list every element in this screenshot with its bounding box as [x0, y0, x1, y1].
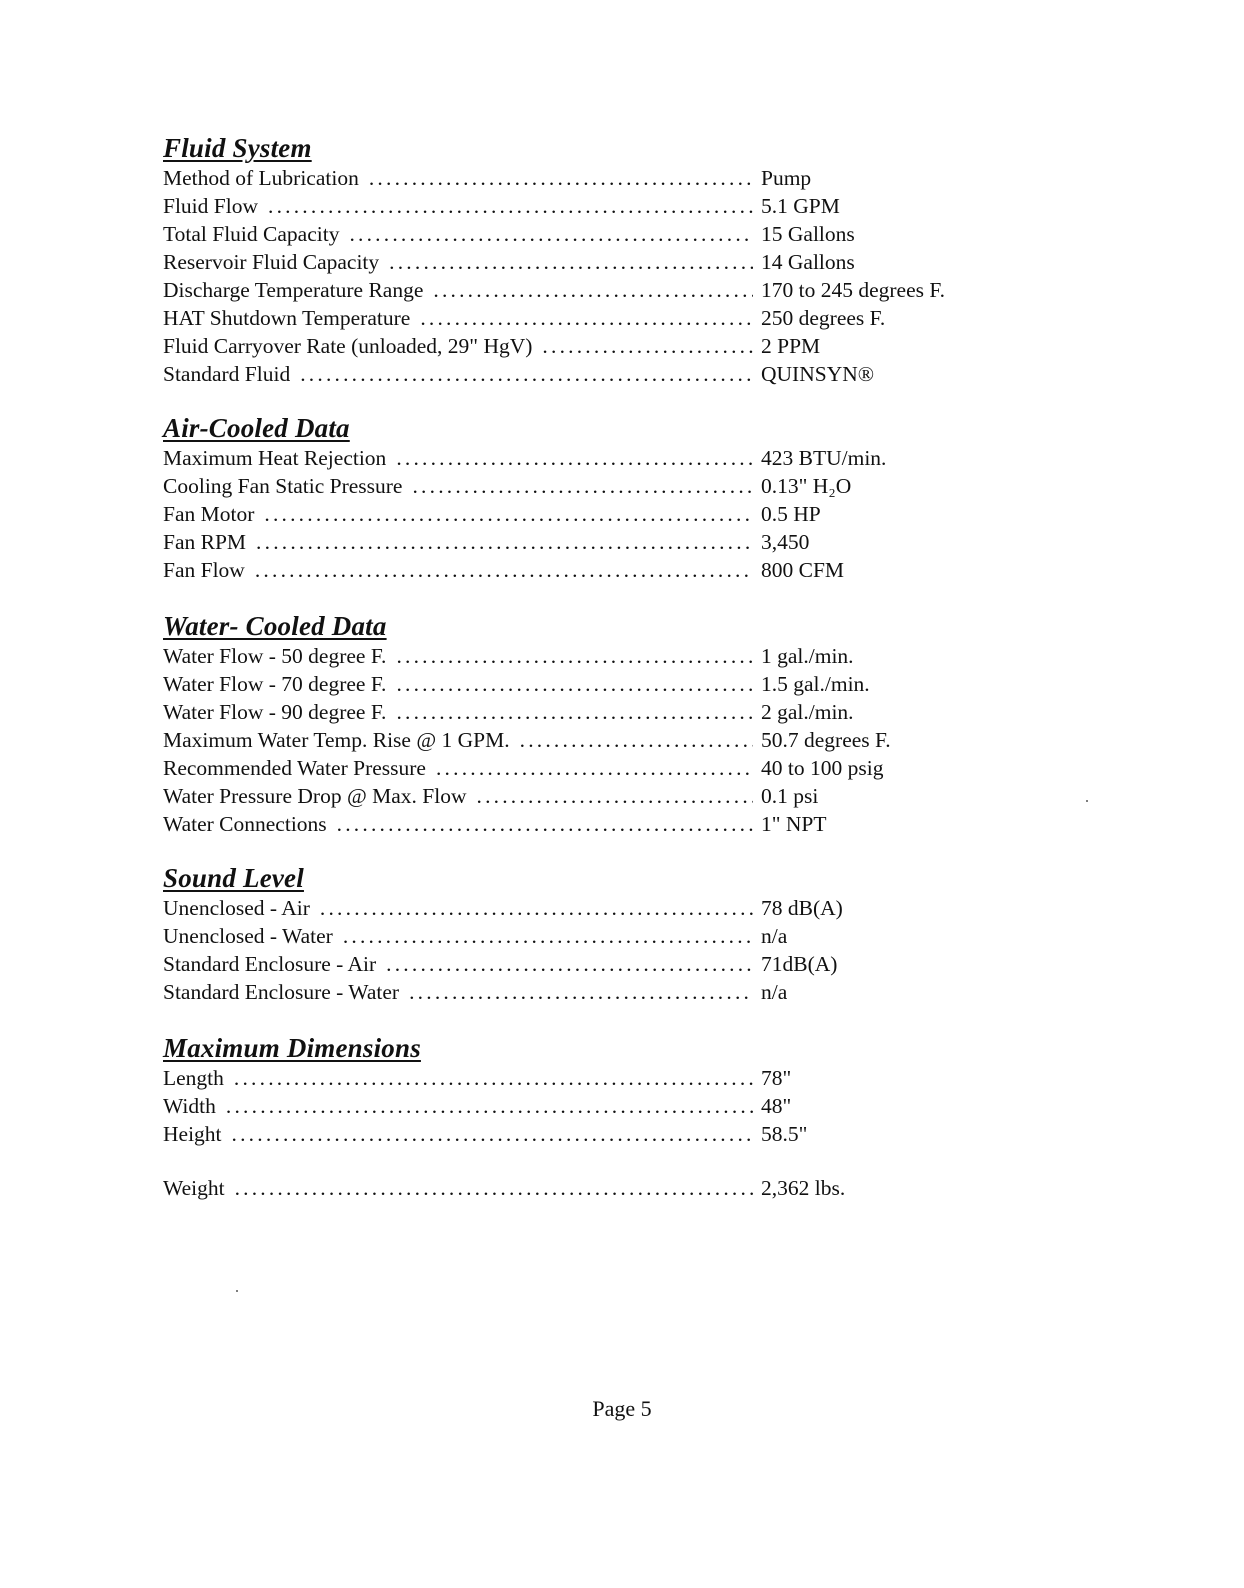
spec-row — [163, 472, 983, 500]
spec-label: Reservoir Fluid Capacity — [163, 250, 380, 274]
spec-row — [163, 528, 983, 556]
spec-label: Total Fluid Capacity — [163, 222, 340, 246]
spec-row — [163, 500, 983, 528]
section-water-cooled-data — [163, 611, 983, 838]
spec-label: Water Flow - 50 degree F. — [163, 644, 387, 668]
spec-label: Length — [163, 1066, 224, 1090]
spec-label: Standard Enclosure - Air — [163, 952, 377, 976]
spec-row — [163, 1064, 983, 1092]
spec-label: Maximum Heat Rejection — [163, 446, 387, 470]
spec-row — [163, 304, 983, 332]
section-title: Sound Level — [163, 863, 304, 893]
row-spacer — [163, 1148, 983, 1174]
spec-value: 78 dB(A) — [761, 896, 843, 920]
spec-value: 78" — [761, 1066, 792, 1090]
spec-label: Cooling Fan Static Pressure — [163, 474, 403, 498]
dot-leader — [349, 220, 753, 248]
dot-leader — [268, 192, 753, 220]
dot-leader — [396, 670, 753, 698]
dot-leader — [320, 894, 753, 922]
dot-leader — [436, 754, 753, 782]
spec-row — [163, 642, 983, 670]
spec-label: HAT Shutdown Temperature — [163, 306, 411, 330]
dot-leader — [542, 332, 753, 360]
spec-row — [163, 192, 983, 220]
spec-row — [163, 444, 983, 472]
spec-row — [163, 782, 983, 810]
spec-value: 40 to 100 psig — [761, 756, 884, 780]
spec-row — [163, 978, 983, 1006]
spec-row — [163, 220, 983, 248]
spec-row — [163, 810, 983, 838]
dot-leader — [396, 444, 753, 472]
spec-label: Maximum Water Temp. Rise @ 1 GPM. — [163, 728, 510, 752]
dot-leader — [520, 726, 753, 754]
spec-value: 15 Gallons — [761, 222, 855, 246]
spec-value: 800 CFM — [761, 558, 845, 582]
dot-leader — [477, 782, 754, 810]
dot-leader — [264, 500, 753, 528]
spec-value: 14 Gallons — [761, 250, 855, 274]
spec-row — [163, 698, 983, 726]
spec-value: 2,362 lbs. — [761, 1176, 846, 1200]
spec-value: 0.1 psi — [761, 784, 819, 808]
spec-row — [163, 248, 983, 276]
dot-leader — [337, 810, 753, 838]
spec-row — [163, 726, 983, 754]
spec-row — [163, 1174, 983, 1202]
spec-value: 48" — [761, 1094, 792, 1118]
spec-value: 2 PPM — [761, 334, 821, 358]
spec-row — [163, 754, 983, 782]
dot-leader — [232, 1120, 753, 1148]
spec-value: n/a — [761, 980, 788, 1004]
spec-value: 1.5 gal./min. — [761, 672, 870, 696]
dot-leader — [226, 1092, 753, 1120]
spec-label: Water Flow - 70 degree F. — [163, 672, 387, 696]
section-title: Maximum Dimensions — [163, 1033, 421, 1063]
spec-value: QUINSYN® — [761, 362, 875, 386]
section-air-cooled-data — [163, 413, 983, 584]
spec-label: Height — [163, 1122, 222, 1146]
dot-leader — [433, 276, 753, 304]
spec-value: 58.5" — [761, 1122, 808, 1146]
dot-leader — [255, 556, 753, 584]
spec-label: Fluid Carryover Rate (unloaded, 29" HgV) — [163, 334, 533, 358]
dot-leader — [234, 1064, 753, 1092]
section-maximum-dimensions — [163, 1033, 983, 1202]
spec-label: Standard Enclosure - Water — [163, 980, 400, 1004]
spec-label: Recommended Water Pressure — [163, 756, 426, 780]
spec-row — [163, 670, 983, 698]
dot-leader — [256, 528, 753, 556]
dot-leader — [420, 304, 753, 332]
spec-value: 0.5 HP — [761, 502, 821, 526]
section-fluid-system — [163, 133, 983, 388]
dot-leader — [369, 164, 753, 192]
spec-label: Unenclosed - Water — [163, 924, 333, 948]
scan-speck — [1086, 800, 1088, 802]
spec-label: Fan Motor — [163, 502, 255, 526]
spec-value: 0.13" H₂O — [761, 474, 852, 498]
spec-value: 50.7 degrees F. — [761, 728, 891, 752]
dot-leader — [386, 950, 753, 978]
dot-leader — [300, 360, 753, 388]
spec-value: 423 BTU/min. — [761, 446, 887, 470]
spec-row — [163, 332, 983, 360]
spec-value: n/a — [761, 924, 788, 948]
dot-leader — [343, 922, 753, 950]
spec-label: Fan RPM — [163, 530, 247, 554]
dot-leader — [396, 642, 753, 670]
spec-value: 1" NPT — [761, 812, 827, 836]
spec-label: Method of Lubrication — [163, 166, 359, 190]
spec-label: Discharge Temperature Range — [163, 278, 424, 302]
spec-label: Water Pressure Drop @ Max. Flow — [163, 784, 467, 808]
spec-row — [163, 1120, 983, 1148]
spec-label: Width — [163, 1094, 216, 1118]
spec-row — [163, 922, 983, 950]
spec-label: Weight — [163, 1176, 225, 1200]
scan-speck — [236, 1290, 238, 1292]
spec-label: Water Connections — [163, 812, 327, 836]
spec-value: 71dB(A) — [761, 952, 838, 976]
spec-label: Fluid Flow — [163, 194, 258, 218]
section-title: Fluid System — [163, 133, 312, 163]
spec-label: Fan Flow — [163, 558, 245, 582]
spec-label: Water Flow - 90 degree F. — [163, 700, 387, 724]
section-sound-level — [163, 863, 983, 1006]
spec-label: Unenclosed - Air — [163, 896, 310, 920]
spec-row — [163, 276, 983, 304]
spec-row — [163, 556, 983, 584]
spec-value: 250 degrees F. — [761, 306, 886, 330]
spec-value: 5.1 GPM — [761, 194, 840, 218]
spec-value: 1 gal./min. — [761, 644, 854, 668]
spec-value: 170 to 245 degrees F. — [761, 278, 945, 302]
spec-value: 2 gal./min. — [761, 700, 854, 724]
spec-value: 3,450 — [761, 530, 810, 554]
dot-leader — [235, 1174, 753, 1202]
dot-leader — [409, 978, 753, 1006]
dot-leader — [412, 472, 753, 500]
spec-row — [163, 1092, 983, 1120]
spec-value: Pump — [761, 166, 812, 190]
spec-row — [163, 950, 983, 978]
dot-leader — [396, 698, 753, 726]
spec-row — [163, 894, 983, 922]
spec-row — [163, 164, 983, 192]
section-title: Air-Cooled Data — [163, 413, 350, 443]
dot-leader — [389, 248, 753, 276]
section-title: Water- Cooled Data — [163, 611, 387, 641]
spec-label: Standard Fluid — [163, 362, 291, 386]
page-number: Page 5 — [592, 1396, 652, 1421]
spec-row — [163, 360, 983, 388]
